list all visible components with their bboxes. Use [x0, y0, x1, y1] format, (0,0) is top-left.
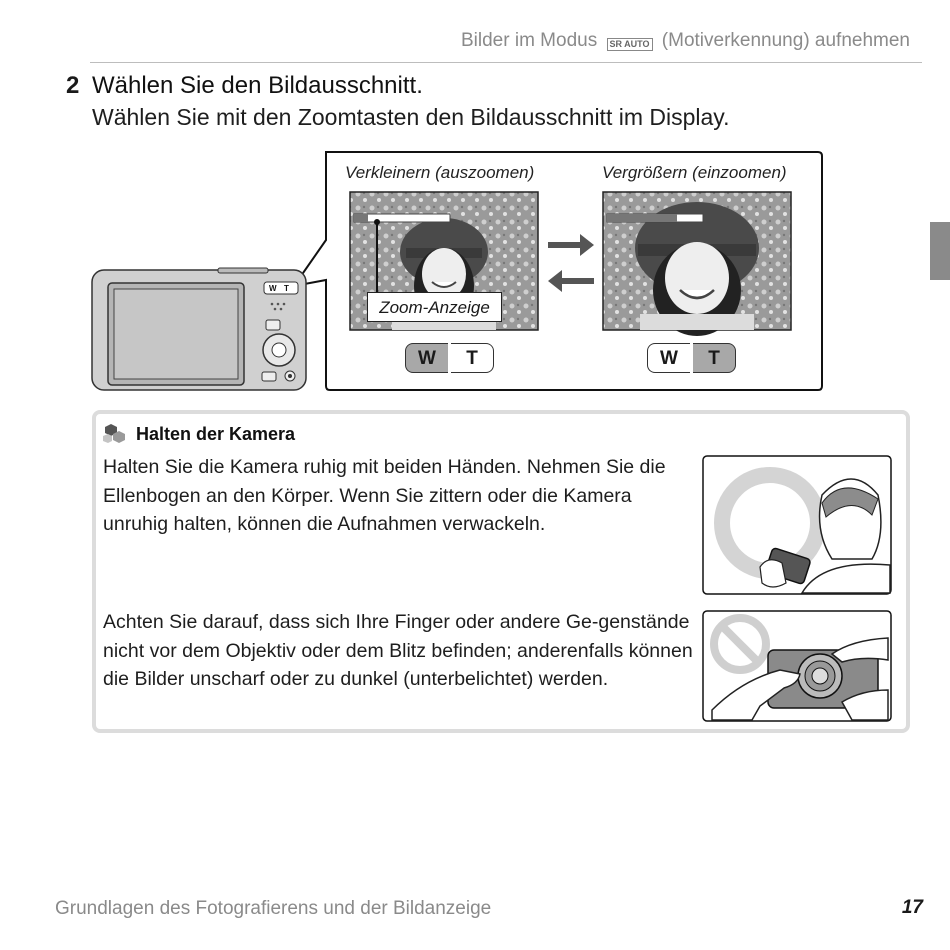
tip-hexagon-icon [101, 424, 131, 446]
running-header [461, 30, 910, 52]
correct-hold-illustration [702, 455, 892, 595]
zoom-w-button: W [647, 343, 690, 373]
zoom-indicator-label: Zoom-Anzeige [367, 292, 502, 322]
sr-auto-mode-icon: SR AUTO [607, 38, 653, 51]
header-title-prefix: Bilder im Modus [461, 30, 598, 51]
zoom-t-button-pressed: T [693, 343, 736, 373]
tip-paragraph-hold-steady: Halten Sie die Kamera ruhig mit beiden Händen. Nehmen Sie die Ellenbogen an den Körper. Wenn Sie zittern oder die Kamera unruhig halten, können die Aufnahmen verwackeln. [103, 456, 666, 535]
zoom-out-label: Verkleinern (auszoomen) [345, 163, 535, 182]
step-number: 2 [66, 72, 80, 99]
step-heading: Wählen Sie den Bildausschnitt. [92, 72, 423, 99]
zoom-bar-left [354, 214, 450, 222]
header-title-suffix: (Motiverkennung) aufnehmen [661, 30, 910, 51]
zoom-t-button: T [451, 343, 494, 373]
svg-text:T: T [284, 284, 289, 293]
chapter-tab-marker [930, 222, 950, 280]
tip-title: Halten der Kamera [136, 424, 296, 444]
footer-chapter-title: Grundlagen des Fotografierens und der Bildanzeige [55, 898, 492, 919]
zoom-in-label: Vergrößern (einzoomen) [602, 163, 787, 182]
header-divider [90, 62, 922, 63]
svg-text:W: W [269, 284, 277, 293]
zoom-w-button-pressed: W [405, 343, 448, 373]
tip-paragraph-fingers: Achten Sie darauf, dass sich Ihre Finger oder andere Ge-genstände nicht vor dem Objektiv oder dem Blitz befinden; anderenfalls können die Bilder unscharf oder zu dunkel (unterbelichtet) werden. [103, 611, 693, 690]
camera-back-icon [92, 268, 306, 390]
step-instruction: Wählen Sie mit den Zoomtasten den Bildausschnitt im Display. [92, 104, 730, 130]
page-number: 17 [901, 897, 923, 918]
incorrect-finger-illustration [702, 610, 892, 722]
